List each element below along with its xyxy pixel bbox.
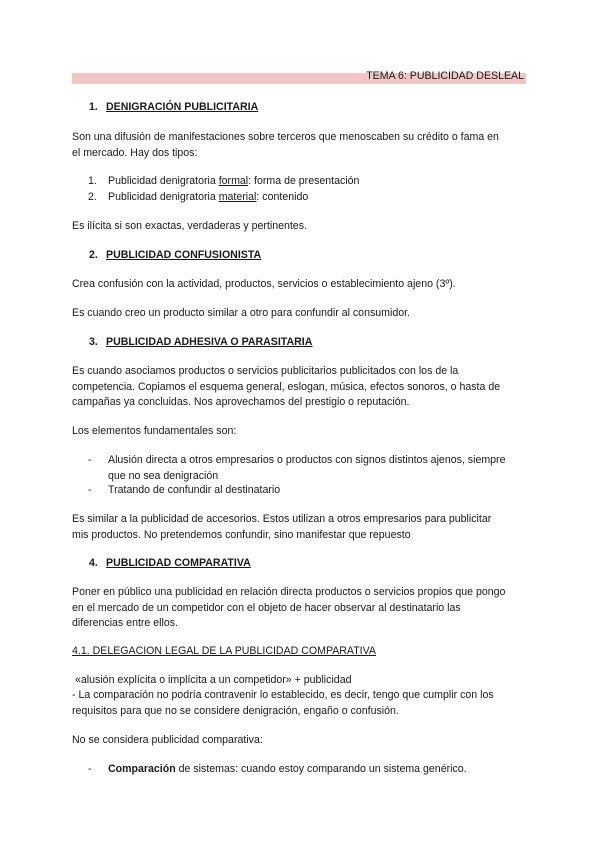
section-4-heading: [89, 556, 251, 572]
section-3-paragraph-2: Los elementos fundamentales son:: [72, 425, 237, 437]
bullet-dash: -: [88, 454, 92, 466]
bullet-keyword: Comparación: [108, 763, 176, 775]
bullet-line-1: Tratando de confundir al destinatario: [108, 484, 281, 496]
section-1-list-item-1: [88, 174, 359, 190]
list-text-post: : forma de presentación: [248, 175, 360, 187]
header-bar: [72, 70, 526, 84]
section-1-intro: [72, 130, 526, 161]
list-text-pre: Publicidad denigratoria: [108, 175, 219, 187]
section-3-bullet-1: [88, 453, 524, 484]
section-2-paragraph-2: Es cuando creo un producto similar a otro para confundir al consumidor.: [72, 307, 411, 319]
section-1-intro-line-1: Son una difusión de manifestaciones sobre terceros que menoscaben su crédito o fama en: [72, 131, 499, 143]
section-4-p1-line-2: en el mercado de un competidor con el objeto de hacer observar al destinatario las: [72, 601, 461, 614]
section-3-paragraph-1: [72, 364, 526, 411]
section-2-title: PUBLICIDAD CONFUSIONISTA: [106, 249, 262, 261]
section-3-p1-line-2: competencia. Copiamos el esquema general, eslogan, música, efectos sonoros, o hasta de: [72, 380, 501, 393]
section-4-bullet-1: [88, 762, 524, 778]
bullet-line-1: Alusión directa a otros empresarios o productos con signos distintos ajenos, siempre: [108, 454, 506, 466]
bullet-line-2: que no sea denigración: [108, 469, 219, 482]
section-1-note: Es ilícita si son exactas, verdaderas y pertinentes.: [72, 220, 307, 232]
bullet-dash: -: [88, 484, 92, 496]
section-3-bullet-2: [88, 483, 524, 499]
list-number: 1.: [88, 175, 97, 187]
bullet-dash: -: [88, 763, 92, 775]
list-text-post: : contenido: [256, 191, 309, 203]
section-1-intro-line-2: el mercado. Hay dos tipos:: [72, 146, 198, 159]
section-4-1-subheading: 4.1. DELEGACION LEGAL DE LA PUBLICIDAD COMPARATIVA: [72, 645, 376, 657]
section-4-title: PUBLICIDAD COMPARATIVA: [106, 557, 251, 569]
section-3-p3-line-1: Es similar a la publicidad de accesorios. Estos utilizan a otros empresarios para publicitar: [72, 513, 492, 525]
bullet-text: [108, 762, 524, 778]
section-4-paragraph-2: [72, 688, 526, 719]
section-4-paragraph-1: [72, 585, 526, 632]
list-keyword: formal: [218, 175, 249, 187]
section-4-number: 4.: [89, 557, 98, 569]
section-4-p2-line-1: - La comparación no podría contravenir lo establecido, es decir, tengo que cumplir con los: [72, 689, 494, 701]
section-2-number: 2.: [89, 249, 98, 261]
section-3-paragraph-3: [72, 512, 526, 543]
section-3-heading: [89, 335, 312, 351]
section-3-p1-line-1: Es cuando asociamos productos o servicios publicitarios publicitados con los de la: [72, 365, 459, 377]
section-3-number: 3.: [89, 336, 98, 348]
section-2-heading: [89, 248, 261, 264]
section-2-paragraph-1: Crea confusión con la actividad, productos, servicios o establecimiento ajeno (3º).: [72, 278, 456, 290]
section-4-p1-line-1: Poner en público una publicidad en relación directa productos o servicios propios que pongo: [72, 586, 506, 598]
section-4-quote: «alusión explícita o implícita a un competidor» + publicidad: [75, 674, 352, 686]
header-title: TEMA 6: PUBLICIDAD DESLEAL: [366, 70, 524, 82]
section-4-p2-line-2: requisitos para que no se considere denigración, engaño o confusión.: [72, 704, 399, 717]
bullet-rest: de sistemas: cuando estoy comparando un sistema genérico.: [175, 763, 467, 775]
section-1-heading: [89, 100, 258, 116]
section-3-title: PUBLICIDAD ADHESIVA O PARASITARIA: [106, 336, 313, 348]
section-1-title: DENIGRACIÓN PUBLICITARIA: [106, 101, 259, 113]
list-text-pre: Publicidad denigratoria: [108, 191, 219, 203]
section-1-list-item-2: [88, 190, 308, 206]
section-4-p1-line-3: diferencias entre ellos.: [72, 617, 178, 630]
list-number: 2.: [88, 191, 97, 203]
section-3-p1-line-3: campañas ya concluidas. Nos aprovechamos del prestigio o reputación.: [72, 396, 410, 409]
list-keyword: material: [218, 191, 257, 203]
section-3-p3-line-2: mis productos. No pretendemos confundir, sino manifestar que repuesto: [72, 528, 411, 541]
section-4-paragraph-3: No se considera publicidad comparativa:: [72, 734, 263, 746]
section-1-number: 1.: [89, 101, 98, 113]
